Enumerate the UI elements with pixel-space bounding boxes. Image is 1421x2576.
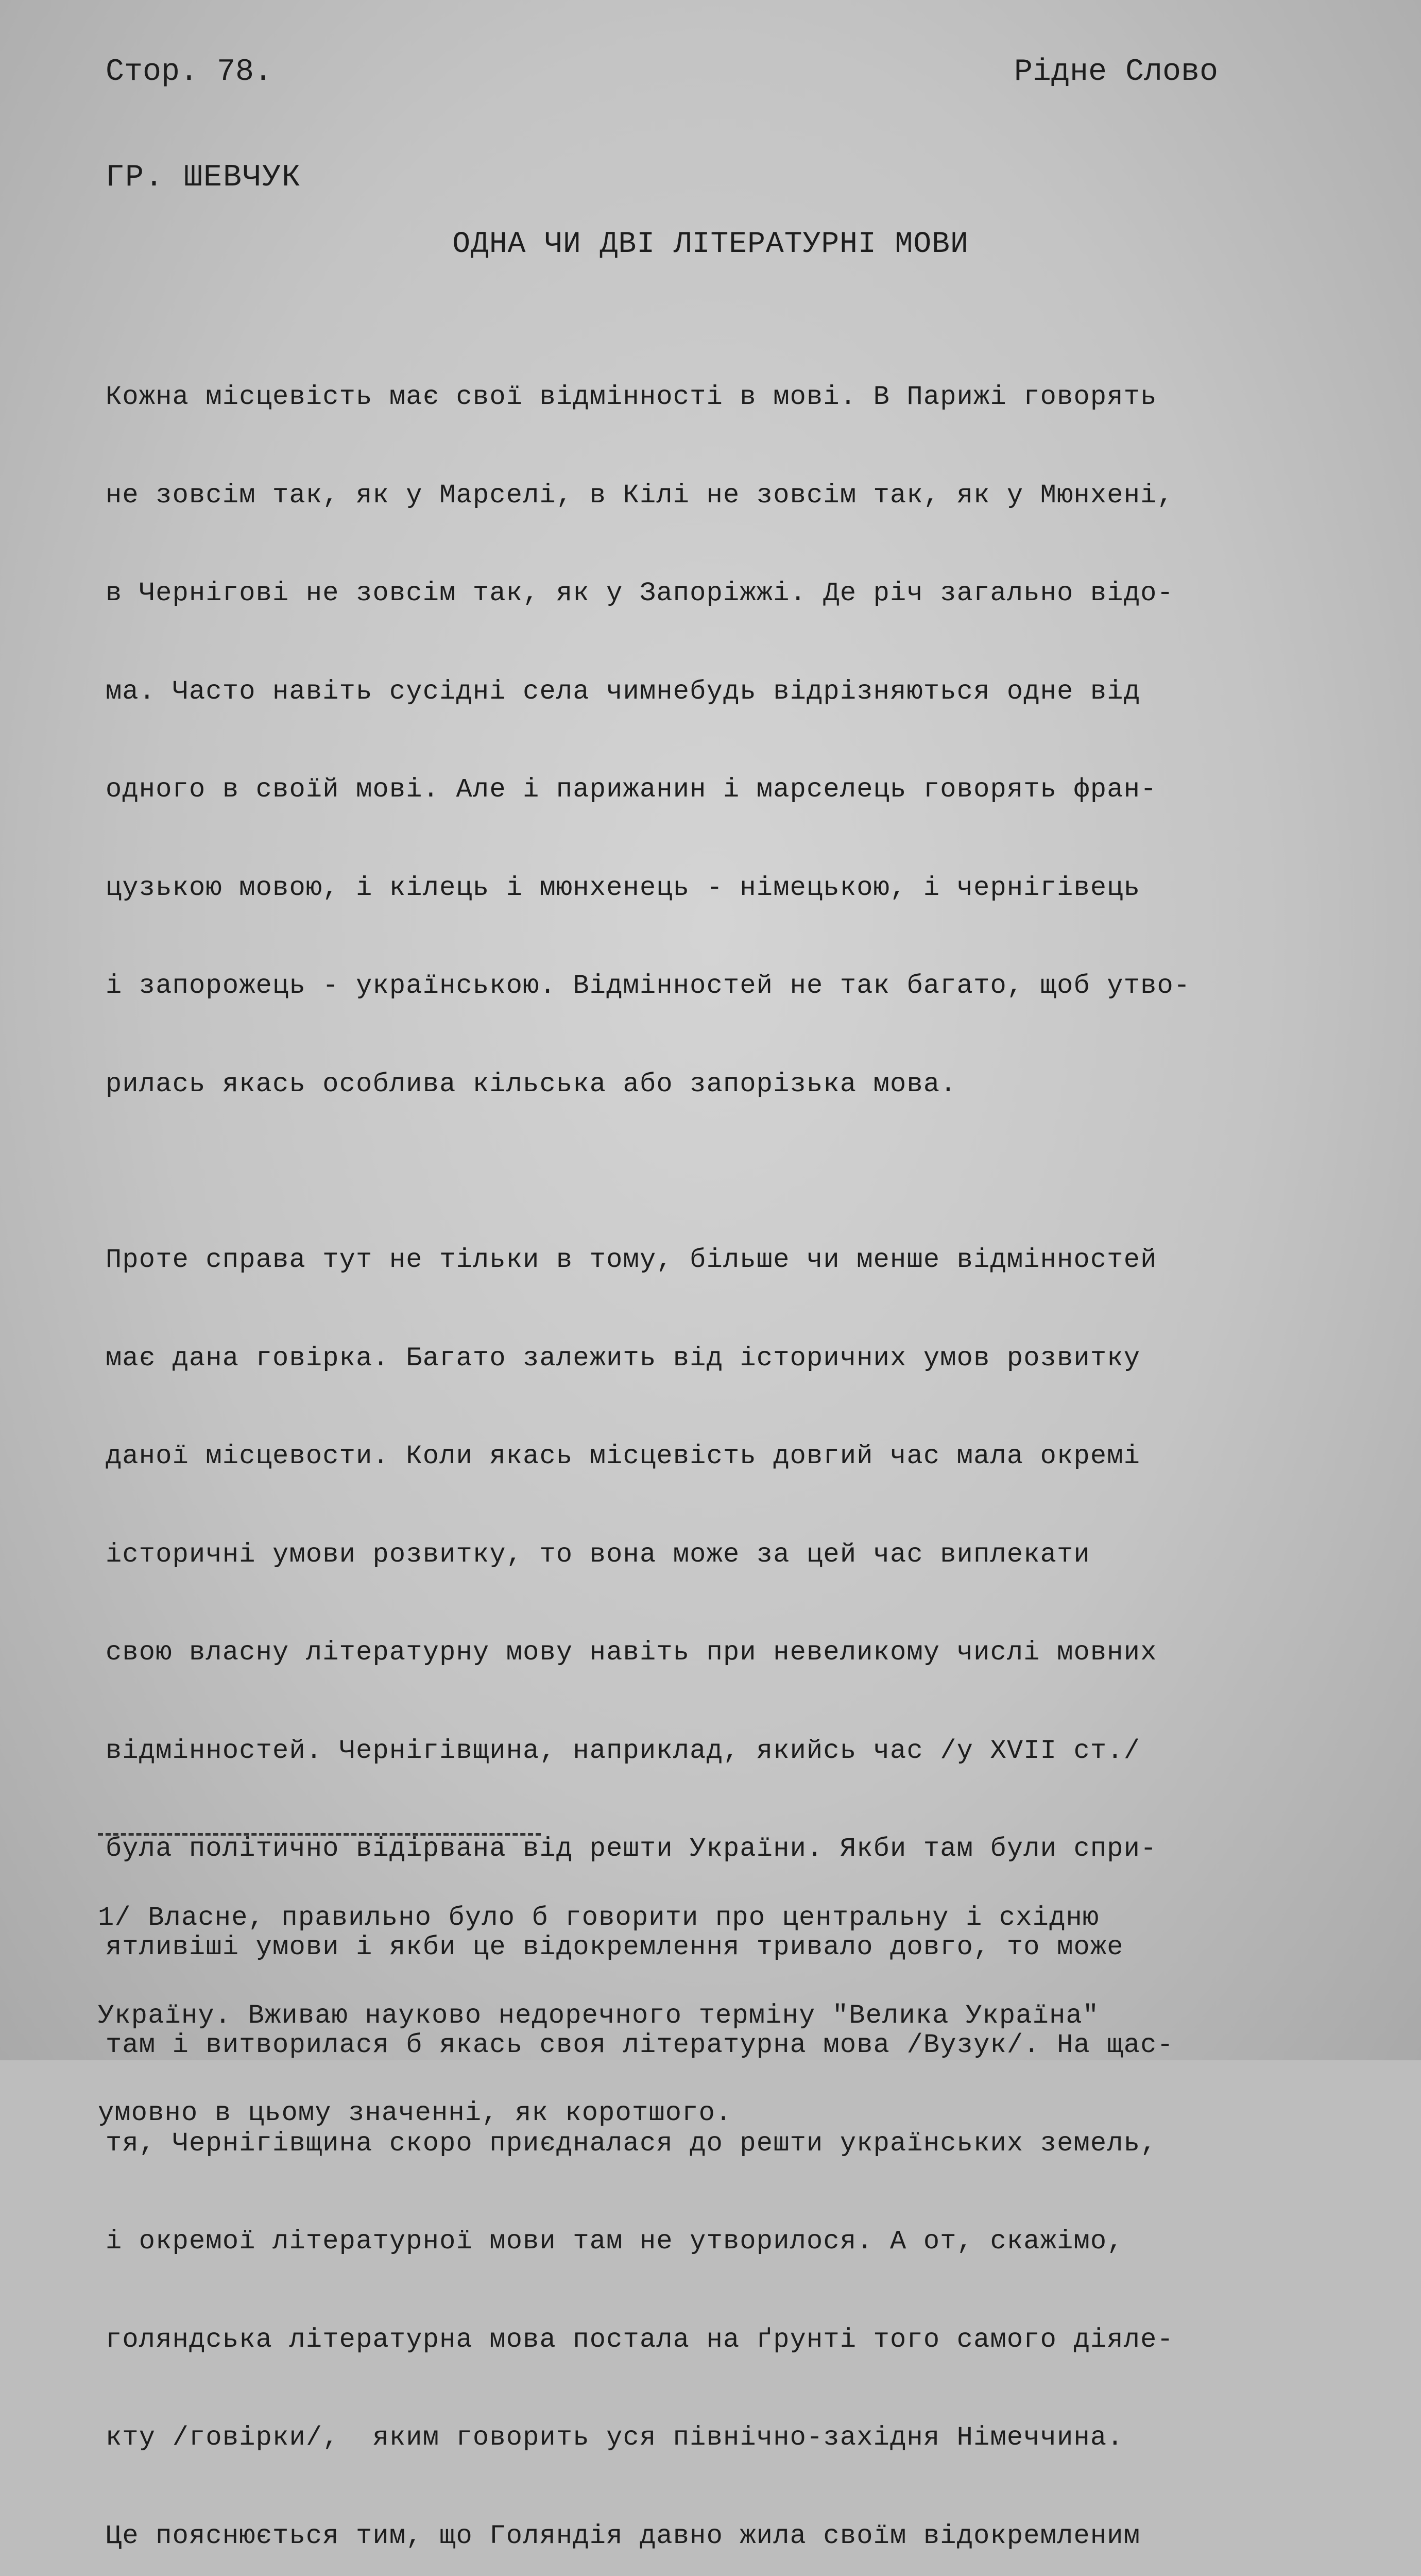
text-line: Кожна місцевість має свої відмінності в мові. В Парижі говорять bbox=[106, 382, 1157, 412]
text-line: свою власну літературну мову навіть при невеликому числі мовних bbox=[106, 1637, 1157, 1668]
article-title: ОДНА ЧИ ДВІ ЛІТЕРАТУРНІ МОВИ bbox=[452, 228, 969, 261]
text-line: в Чернігові не зовсім так, як у Запоріжжі. Де річ загально відо- bbox=[106, 578, 1174, 608]
text-line: одного в своїй мові. Але і парижанин і марселець говорять фран- bbox=[106, 774, 1157, 805]
text-line: Це пояснюється тим, що Голяндія давно жила своїм відокремленим bbox=[106, 2520, 1141, 2551]
footnote bbox=[98, 1837, 1365, 2195]
text-line: і окремої літературної мови там не утворилося. А от, скажімо, bbox=[106, 2226, 1124, 2257]
footnote-line: умовно в цьому значенні, як коротшого. bbox=[98, 2098, 732, 2128]
text-line: Проте справа тут не тільки в тому, більше чи менше відмінностей bbox=[106, 1245, 1157, 1275]
author-name: ГР. ШЕВЧУК bbox=[106, 160, 302, 195]
text-line: цузькою мовою, і кілець і мюнхенець - німецькою, і чернігівець bbox=[106, 872, 1141, 903]
text-line: голяндська літературна мова постала на ґрунті того самого діяле- bbox=[106, 2324, 1174, 2355]
article-body bbox=[106, 315, 1362, 2576]
text-line: кту /говірки/, яким говорить уся північно-західня Німеччина. bbox=[106, 2422, 1124, 2453]
text-line: там і витворилася б якась своя літературна мова /Вузук/. На щас- bbox=[106, 2030, 1174, 2060]
text-line: була політично відірвана від решти України. Якби там були спри- bbox=[106, 1834, 1157, 1864]
footnote-line: Україну. Вживаю науково недоречного терміну "Велика Україна" bbox=[98, 2000, 1100, 2031]
text-line: історичні умови розвитку, то вона може за цей час виплекати bbox=[106, 1539, 1090, 1570]
text-line: має дана говірка. Багато залежить від історичних умов розвитку bbox=[106, 1343, 1141, 1374]
text-line: не зовсім так, як у Марселі, в Кілі не зовсім так, як у Мюнхені, bbox=[106, 480, 1174, 511]
text-line: ятливіші умови і якби це відокремлення тривало довго, то може bbox=[106, 1931, 1124, 1962]
text-line: відмінностей. Чернігівщина, наприклад, якийсь час /у XVII ст./ bbox=[106, 1735, 1141, 1766]
journal-title: Рідне Слово bbox=[1014, 55, 1218, 90]
footnote-line: 1/ Власне, правильно було б говорити про центральну і східню bbox=[98, 1903, 1100, 1933]
text-line: ма. Часто навіть сусідні села чимнебудь відрізняються одне від bbox=[106, 676, 1141, 707]
footnote-divider bbox=[98, 1833, 541, 1836]
text-line: даної місцевости. Коли якась місцевість довгий час мала окремі bbox=[106, 1441, 1141, 1471]
text-line: рилась якась особлива кільська або запорізька мова. bbox=[106, 1069, 957, 1099]
page-number: Стор. 78. bbox=[106, 55, 273, 90]
text-line: і запорожець - українською. Відмінностей не так багато, щоб утво- bbox=[106, 971, 1191, 1001]
paragraph-1 bbox=[106, 315, 1362, 1166]
text-line: тя, Чернігівщина скоро приєдналася до решти українських земель, bbox=[106, 2128, 1157, 2159]
